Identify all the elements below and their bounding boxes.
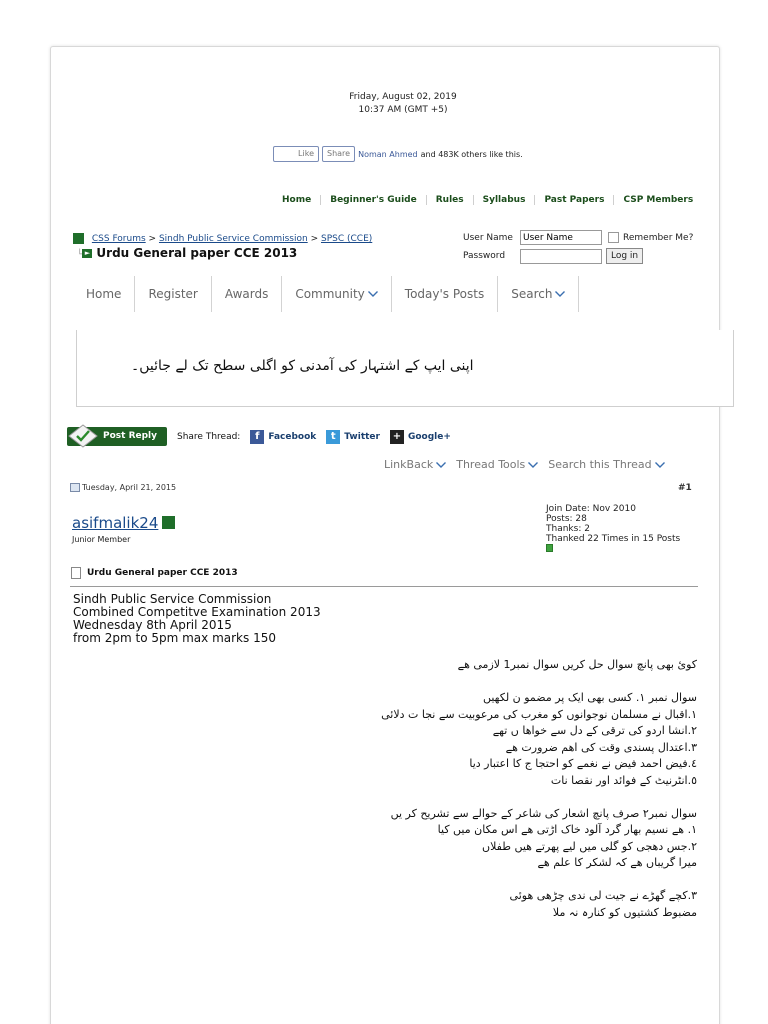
facebook-others-text: and 483K others like this. bbox=[420, 149, 523, 159]
menu-register[interactable] bbox=[135, 276, 211, 312]
share-google-plus-label: Google+ bbox=[407, 432, 451, 442]
breadcrumb-spsc-cce[interactable]: SPSC (CCE) bbox=[321, 234, 373, 244]
post-reply-icon bbox=[67, 424, 99, 448]
ad-text[interactable]: اپنی ایپ کے اشتہار کی آمدنی کو اگلی سطح تک لے جائیں۔ bbox=[131, 358, 474, 374]
post-body-urdu bbox=[77, 657, 697, 921]
share-thread-label: Share Thread: bbox=[177, 432, 241, 442]
top-nav-syllabus[interactable]: Syllabus bbox=[473, 195, 535, 205]
post-reply-label: Post Reply bbox=[103, 431, 157, 441]
body-line: Wednesday 8th April 2015 bbox=[73, 618, 232, 632]
body-line bbox=[77, 789, 697, 806]
body-line: ٤.فیض احمد فیض نے نغمے کو احتجا ج کا اعتبار دیا bbox=[469, 757, 697, 770]
date-line: Friday, August 02, 2019 bbox=[349, 92, 457, 102]
login-form bbox=[463, 230, 693, 267]
facebook-share-button[interactable]: Share bbox=[322, 146, 355, 162]
menu-community[interactable] bbox=[282, 276, 391, 312]
body-line: Combined Competitve Examination 2013 bbox=[73, 605, 321, 619]
share-facebook-label: Facebook bbox=[268, 432, 317, 442]
menu-todays-posts[interactable] bbox=[392, 276, 498, 312]
facebook-like-widget bbox=[273, 146, 523, 162]
post-count: Posts: 28 bbox=[546, 514, 587, 524]
username-input[interactable] bbox=[520, 230, 602, 245]
share-thread bbox=[177, 430, 451, 444]
menu-awards[interactable] bbox=[212, 276, 282, 312]
username-label: User Name bbox=[463, 232, 513, 243]
post-number[interactable]: #1 bbox=[678, 483, 692, 493]
main-menu bbox=[73, 276, 579, 312]
body-line: ٣.کچے گھڑے نے جیت لی ندی چڑھی ھوئی bbox=[509, 889, 697, 902]
chevron-down-icon bbox=[528, 462, 538, 468]
top-nav-beginners-guide[interactable]: Beginner's Guide bbox=[320, 195, 426, 205]
body-line: مضبوط کشتیوں کو کنارہ نہ ملا bbox=[552, 905, 697, 919]
password-input[interactable] bbox=[520, 249, 602, 264]
top-nav-home[interactable]: Home bbox=[282, 195, 312, 205]
breadcrumb bbox=[73, 233, 372, 244]
calendar-icon bbox=[70, 483, 80, 492]
body-line: ١.اقبال نے مسلمان نوجوانوں کو مغرب کی مرعوبیت سے نجا ت دلائی bbox=[381, 707, 697, 721]
forum-icon bbox=[73, 233, 84, 244]
menu-community-label: Community bbox=[295, 287, 365, 301]
chevron-down-icon bbox=[368, 291, 378, 297]
body-line: ٥.انٹرنیٹ کے فوائد اور نقصا نات bbox=[550, 773, 697, 787]
remember-me-checkbox[interactable] bbox=[608, 232, 619, 243]
share-twitter-label: Twitter bbox=[344, 432, 380, 442]
username-link[interactable]: asifmalik24 bbox=[72, 514, 159, 532]
menu-register-label: Register bbox=[148, 287, 198, 301]
user-info bbox=[546, 504, 680, 555]
breadcrumb-spsc[interactable]: Sindh Public Service Commission bbox=[158, 234, 308, 244]
remember-me-label: Remember Me? bbox=[623, 232, 694, 243]
post-username[interactable] bbox=[72, 514, 175, 532]
login-button[interactable]: Log in bbox=[606, 248, 643, 264]
post-reply-button[interactable] bbox=[67, 427, 167, 446]
menu-home-label: Home bbox=[86, 287, 122, 301]
top-nav-csp-members[interactable]: CSP Members bbox=[613, 195, 702, 205]
facebook-like-button[interactable]: Like bbox=[273, 146, 319, 162]
menu-home[interactable] bbox=[73, 276, 135, 312]
body-line bbox=[77, 674, 697, 691]
chevron-down-icon bbox=[655, 462, 665, 468]
body-line: کوئ بھی پانچ سوال حل کریں سوال نمبر1 لازمی ھے bbox=[457, 658, 697, 671]
search-thread-label: Search this Thread bbox=[548, 458, 652, 471]
breadcrumb-current: └ ► Urdu General paper CCE 2013 bbox=[77, 246, 298, 260]
menu-awards-label: Awards bbox=[224, 287, 269, 301]
body-line: سوال نمبر ١. کسی بھی ایک پر مضمو ن لکھیں bbox=[482, 691, 697, 704]
body-line: ١. ھے نسیم بھار گرد آلود خاک اڑتی ھے اس مکان میں کیا bbox=[437, 823, 697, 836]
body-line: ٣.اعتدال پسندی وقت کی اھم ضرورت ھے bbox=[505, 740, 697, 754]
share-google-plus[interactable] bbox=[390, 430, 451, 444]
thread-tools-menu[interactable] bbox=[456, 458, 538, 471]
body-line: ٢.انشا اردو کی ترقی کے دل سے خواھا ں تھے bbox=[492, 724, 697, 737]
breadcrumb-separator: > bbox=[148, 234, 157, 244]
post-title bbox=[71, 567, 238, 579]
top-nav bbox=[273, 195, 702, 205]
facebook-icon: f bbox=[250, 430, 264, 444]
post-title-text: Urdu General paper CCE 2013 bbox=[87, 568, 238, 578]
document-icon bbox=[71, 567, 81, 579]
body-line: Sindh Public Service Commission bbox=[73, 592, 272, 606]
join-date: Join Date: Nov 2010 bbox=[546, 504, 636, 514]
menu-todays-posts-label: Today's Posts bbox=[404, 287, 485, 301]
breadcrumb-current-title: Urdu General paper CCE 2013 bbox=[96, 246, 298, 260]
password-label: Password bbox=[463, 251, 506, 261]
breadcrumb-css-forums[interactable]: CSS Forums bbox=[91, 234, 146, 244]
share-facebook[interactable] bbox=[250, 430, 316, 444]
thanks-count: Thanks: 2 bbox=[546, 524, 590, 534]
thread-tools-bar bbox=[384, 458, 675, 471]
top-nav-past-papers[interactable]: Past Papers bbox=[534, 195, 613, 205]
body-line: from 2pm to 5pm max marks 150 bbox=[73, 631, 276, 645]
top-nav-rules[interactable]: Rules bbox=[426, 195, 473, 205]
post-body-english bbox=[73, 593, 321, 645]
current-date bbox=[343, 91, 463, 117]
linkback-menu[interactable] bbox=[384, 458, 446, 471]
arrow-right-icon: ► bbox=[82, 249, 92, 258]
user-title: Junior Member bbox=[72, 535, 131, 544]
post-date bbox=[70, 483, 176, 492]
facebook-friend-name[interactable]: Noman Ahmed bbox=[358, 149, 418, 159]
menu-search[interactable] bbox=[498, 276, 579, 312]
body-line: ٢.جس دھجی کو گلی میں لیے پھرتے ھیں طفلاں bbox=[481, 839, 697, 853]
forum-page bbox=[50, 46, 720, 1024]
time-line: 10:37 AM (GMT +5) bbox=[358, 105, 448, 115]
thanked-count: Thanked 22 Times in 15 Posts bbox=[546, 534, 681, 544]
thread-tools-label: Thread Tools bbox=[456, 458, 526, 471]
chevron-down-icon bbox=[436, 462, 446, 468]
post-title-divider bbox=[70, 586, 698, 587]
linkback-label: LinkBack bbox=[384, 458, 434, 471]
reputation-icon bbox=[546, 544, 553, 552]
breadcrumb-separator: > bbox=[310, 234, 319, 244]
google-plus-icon: + bbox=[390, 430, 404, 444]
share-twitter[interactable] bbox=[326, 430, 380, 444]
body-line bbox=[77, 872, 697, 889]
post-date-text: Tuesday, April 21, 2015 bbox=[82, 483, 177, 492]
online-status-icon bbox=[162, 516, 175, 529]
search-thread-menu[interactable] bbox=[548, 458, 664, 471]
body-line: میرا گریباں ھے کہ لشکر کا علم ھے bbox=[537, 856, 697, 869]
twitter-icon: t bbox=[326, 430, 340, 444]
chevron-down-icon bbox=[555, 291, 565, 297]
body-line: سوال نمبر٢ صرف پانچ اشعار کی شاعر کے حوالے سے تشریح کر یں bbox=[390, 806, 697, 820]
menu-search-label: Search bbox=[511, 287, 553, 301]
